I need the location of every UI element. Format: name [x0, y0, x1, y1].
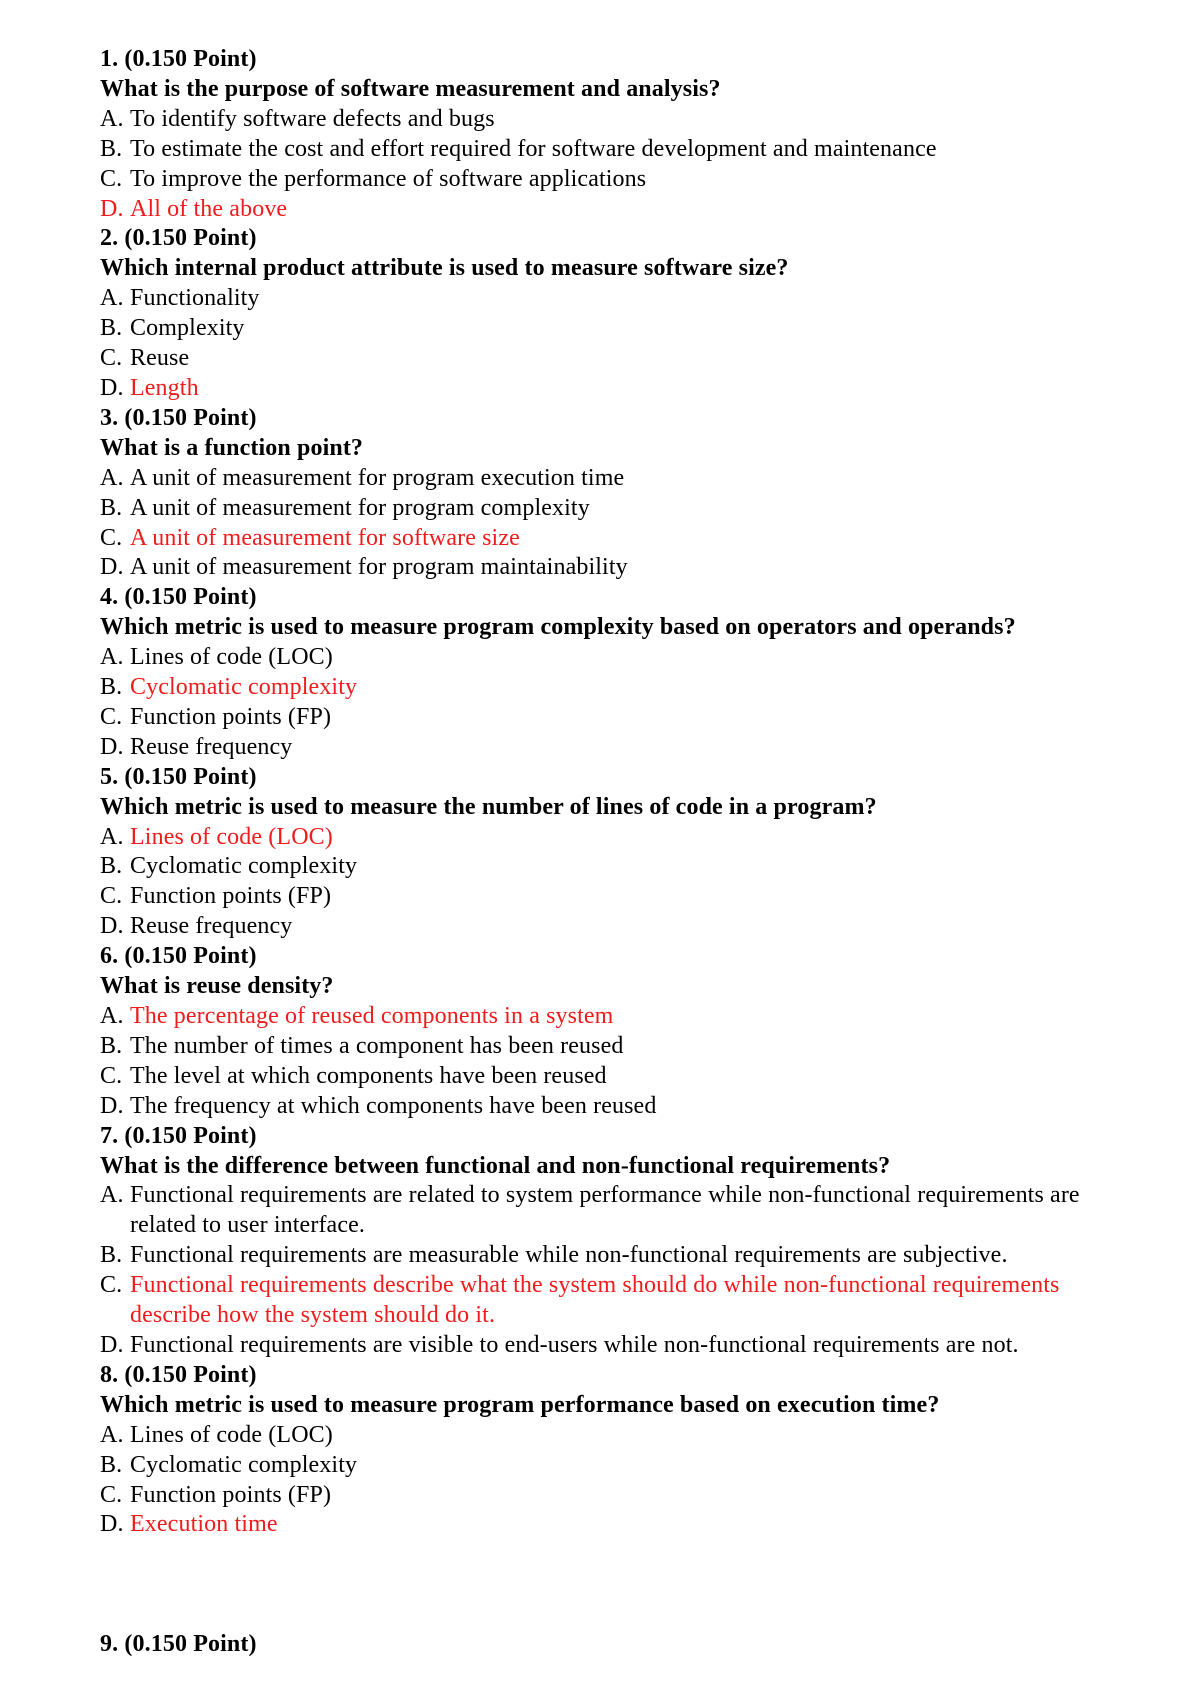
option-text — [130, 823, 1180, 853]
option-text — [130, 1092, 1180, 1122]
option-b — [100, 135, 1180, 165]
question-prompt: What is a function point? — [100, 434, 364, 461]
quiz-document — [100, 45, 1180, 1660]
question-5 — [100, 763, 1180, 942]
option-c-correct-answer — [100, 524, 1180, 554]
option-text-line: Function points (FP) — [130, 883, 332, 910]
option-c — [100, 703, 1180, 733]
option-d-correct-answer — [100, 195, 1180, 225]
option-label: D. — [100, 1511, 124, 1538]
option-label: A. — [100, 1421, 124, 1448]
option-text-line: Lines of code (LOC) — [130, 823, 333, 850]
option-b — [100, 1032, 1180, 1062]
option-label: C. — [100, 883, 123, 910]
option-text-line: The frequency at which components have been reused — [130, 1092, 657, 1119]
option-c-correct-answer — [100, 1271, 1180, 1331]
option-text-line: The level at which components have been reused — [130, 1062, 607, 1089]
option-text-line: Reuse — [130, 345, 190, 372]
question-prompt: What is the difference between functional and non-functional requirements? — [100, 1152, 891, 1179]
option-text — [130, 703, 1180, 733]
option-label: A. — [100, 1182, 124, 1209]
option-text-line: Complexity — [130, 315, 245, 342]
question-header: 9. (0.150 Point) — [100, 1631, 257, 1657]
option-label: B. — [100, 853, 123, 880]
question-6 — [100, 942, 1180, 1121]
option-label: B. — [100, 1032, 123, 1059]
option-d-correct-answer — [100, 374, 1180, 404]
option-label: A. — [100, 823, 124, 850]
option-label: C. — [100, 524, 123, 551]
option-text-line: A unit of measurement for program complexity — [130, 494, 590, 521]
question-7 — [100, 1122, 1180, 1361]
option-d — [100, 1092, 1180, 1122]
option-d — [100, 1331, 1180, 1361]
option-text — [130, 1271, 1180, 1331]
option-text — [130, 852, 1180, 882]
option-text-line: A unit of measurement for program maintainability — [130, 554, 628, 581]
option-b — [100, 1451, 1180, 1481]
option-label: B. — [100, 494, 123, 521]
option-text — [130, 464, 1180, 494]
option-a-correct-answer — [100, 823, 1180, 853]
option-text — [130, 314, 1180, 344]
option-label: D. — [100, 554, 124, 581]
option-label: A. — [100, 464, 124, 491]
option-b — [100, 494, 1180, 524]
question-header: 3. (0.150 Point) — [100, 404, 257, 431]
option-c — [100, 882, 1180, 912]
option-text — [130, 105, 1180, 135]
option-text — [130, 1331, 1180, 1361]
option-text-line: To identify software defects and bugs — [130, 105, 495, 132]
option-text-line: Functional requirements describe what the system should do while non-functional requirements — [130, 1272, 1060, 1299]
option-label: C. — [100, 1272, 123, 1299]
option-a — [100, 643, 1180, 673]
option-text-line: Cyclomatic complexity — [130, 1451, 358, 1478]
option-text — [130, 882, 1180, 912]
question-header: 2. (0.150 Point) — [100, 225, 257, 252]
option-text — [130, 1421, 1180, 1451]
option-label: C. — [100, 1481, 123, 1508]
option-label: B. — [100, 135, 123, 162]
option-label: D. — [100, 733, 124, 760]
option-d — [100, 733, 1180, 763]
question-1 — [100, 45, 1180, 224]
question-4 — [100, 583, 1180, 762]
question-3 — [100, 404, 1180, 583]
option-label: D. — [100, 913, 124, 940]
option-b — [100, 852, 1180, 882]
question-header: 8. (0.150 Point) — [100, 1361, 257, 1388]
question-prompt: Which metric is used to measure program complexity based on operators and operands? — [100, 614, 1016, 641]
option-text — [130, 1062, 1180, 1092]
question-header: 1. (0.150 Point) — [100, 46, 257, 72]
option-text — [130, 733, 1180, 763]
question-header: 4. (0.150 Point) — [100, 584, 257, 611]
option-text — [130, 553, 1180, 583]
option-label: B. — [100, 315, 123, 342]
option-text-line: To improve the performance of software applications — [130, 165, 647, 192]
question-header: 7. (0.150 Point) — [100, 1122, 257, 1149]
question-8 — [100, 1361, 1180, 1540]
option-d — [100, 912, 1180, 942]
question-9 — [100, 1630, 1180, 1660]
option-label: C. — [100, 345, 123, 372]
option-text — [130, 1241, 1180, 1271]
option-text-line: A unit of measurement for program execution time — [130, 464, 625, 491]
option-text — [130, 344, 1180, 374]
option-text-line: Cyclomatic complexity — [130, 674, 358, 701]
option-text-line: To estimate the cost and effort required for software development and maintenance — [130, 135, 937, 162]
option-text — [130, 135, 1180, 165]
option-text-line: Functional requirements are measurable while non-functional requirements are subjective. — [130, 1242, 1008, 1269]
option-b — [100, 1241, 1180, 1271]
option-a — [100, 1421, 1180, 1451]
option-d-correct-answer — [100, 1510, 1180, 1540]
question-prompt: Which metric is used to measure program performance based on execution time? — [100, 1391, 940, 1418]
option-label: B. — [100, 674, 123, 701]
option-text — [130, 1481, 1180, 1511]
option-text — [130, 524, 1180, 554]
option-text — [130, 1510, 1180, 1540]
option-a-correct-answer — [100, 1002, 1180, 1032]
option-text-line: Function points (FP) — [130, 703, 332, 730]
option-label: B. — [100, 1451, 123, 1478]
option-c — [100, 165, 1180, 195]
option-text — [130, 643, 1180, 673]
option-label: A. — [100, 105, 124, 132]
option-text-line: All of the above — [130, 195, 288, 222]
option-text — [130, 374, 1180, 404]
option-label: C. — [100, 165, 123, 192]
option-text-line: Lines of code (LOC) — [130, 644, 333, 671]
option-text — [130, 673, 1180, 703]
question-prompt: What is the purpose of software measurement and analysis? — [100, 75, 721, 102]
option-a — [100, 105, 1180, 135]
option-text — [130, 912, 1180, 942]
option-label: C. — [100, 703, 123, 730]
option-text-line: Reuse frequency — [130, 733, 293, 760]
option-label: A. — [100, 285, 124, 312]
option-text-line: Execution time — [130, 1511, 278, 1538]
question-prompt: Which metric is used to measure the number of lines of code in a program? — [100, 793, 877, 820]
option-d — [100, 553, 1180, 583]
question-prompt: What is reuse density? — [100, 973, 334, 1000]
option-text-line: Lines of code (LOC) — [130, 1421, 333, 1448]
option-text-line: The number of times a component has been reused — [130, 1032, 624, 1059]
option-a — [100, 464, 1180, 494]
option-label: B. — [100, 1242, 123, 1269]
option-text — [130, 165, 1180, 195]
option-label: D. — [100, 195, 124, 222]
question-prompt: Which internal product attribute is used to measure software size? — [100, 255, 789, 282]
option-text-line: related to user interface. — [130, 1212, 365, 1239]
option-text — [130, 1181, 1180, 1241]
option-label: A. — [100, 644, 124, 671]
option-text-line: A unit of measurement for software size — [130, 524, 520, 551]
option-c — [100, 1481, 1180, 1511]
option-text-line: Functionality — [130, 285, 260, 312]
option-a — [100, 1181, 1180, 1241]
option-text — [130, 284, 1180, 314]
option-label: D. — [100, 1331, 124, 1358]
option-text — [130, 1451, 1180, 1481]
question-header: 6. (0.150 Point) — [100, 943, 257, 970]
option-text-line: Length — [130, 374, 199, 401]
option-c — [100, 344, 1180, 374]
option-text — [130, 195, 1180, 225]
question-header: 5. (0.150 Point) — [100, 763, 257, 790]
option-text-line: Functional requirements are related to system performance while non-functional requirements are — [130, 1182, 1080, 1209]
option-label: D. — [100, 1092, 124, 1119]
option-text — [130, 494, 1180, 524]
option-text — [130, 1002, 1180, 1032]
option-label: D. — [100, 374, 124, 401]
option-text-line: describe how the system should do it. — [130, 1302, 496, 1329]
option-text-line: Function points (FP) — [130, 1481, 332, 1508]
option-text-line: Reuse frequency — [130, 913, 293, 940]
option-c — [100, 1062, 1180, 1092]
option-text-line: Cyclomatic complexity — [130, 853, 358, 880]
option-b — [100, 314, 1180, 344]
option-label: A. — [100, 1003, 124, 1029]
option-b-correct-answer — [100, 673, 1180, 703]
question-2 — [100, 224, 1180, 403]
option-label: C. — [100, 1062, 123, 1089]
option-a — [100, 284, 1180, 314]
option-text-line: The percentage of reused components in a system — [130, 1003, 614, 1029]
option-text — [130, 1032, 1180, 1062]
option-text-line: Functional requirements are visible to end-users while non-functional requirements are not. — [130, 1331, 1019, 1358]
